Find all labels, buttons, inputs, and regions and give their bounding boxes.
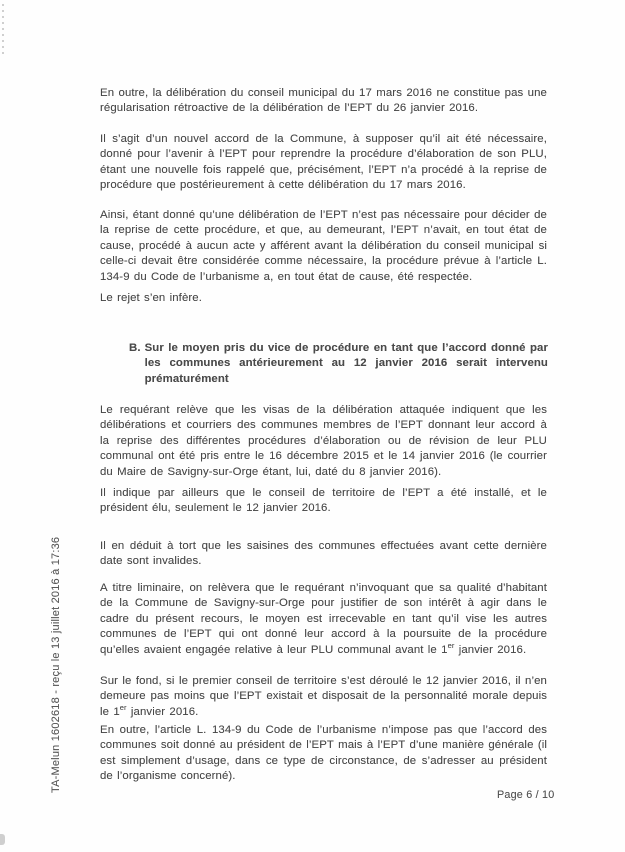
paragraph: En outre, l’article L. 134-9 du Code de l’urbanisme n’impose pas que l’accord des communes soit donné au président de l’EPT mais à l’EPT d’une manière générale (il est simplement d’usage, dans ce type de circonstance, de s’adresser au président de l’organisme concerné). xyxy=(100,724,547,783)
paragraph: Il indique par ailleurs que le conseil de territoire de l’EPT a été installé, et le président élu, seulement le 12 janvier 2016. xyxy=(100,487,547,515)
section-b-heading xyxy=(129,341,548,387)
paragraph xyxy=(100,674,547,720)
section-b-marker: B. xyxy=(129,342,141,354)
section-b-title: Sur le moyen pris du vice de procédure en tant que l’accord donné par les communes antérieurement au 12 janvier 2016 serait intervenu prématurément xyxy=(144,342,548,385)
ordinal-superscript: er xyxy=(447,640,455,650)
paragraph: Le requérant relève que les visas de la délibération attaquée indiquent que les délibérations et courriers des communes membres de l’EPT donnant leur accord à la reprise des différentes procédures d’élaboration ou de révision de leur PLU communal ont été pris entre le 16 décembre 2015 et le 14 janvier 2016 (le courrier du Maire de Savigny-sur-Orge étant, lui, daté du 8 janvier 2016). xyxy=(100,404,547,478)
scan-artifact-top-left xyxy=(2,4,4,58)
paragraph-text-segment: janvier 2016. xyxy=(126,705,199,718)
paragraph-text-segment: Sur le fond, si le premier conseil de territoire s’est déroulé le 12 janvier 2016, il n’en demeure pas moins que l’EPT existait et disposait de la personnalité morale depuis le 1 xyxy=(100,675,547,718)
paragraph-text-segment: A titre liminaire, on relèvera que le requérant n’invoquant que sa qualité d’habitant de la Commune de Savigny-sur-Orge pour justifier de son intérêt à agir dans le cadre du présent recours, le moyen est irrecevable en tant qu’il vise les autres communes de l’EPT qui ont donné leur accord à la poursuite de la procédure qu’elles avaient engagée relative à leur PLU communal avant le 1 xyxy=(100,582,547,656)
paragraph: Ainsi, étant donné qu’une délibération de l’EPT n’est pas nécessaire pour décider de la reprise de cette procédure, et que, au demeurant, l’EPT n’avait, en tout état de cause, procédé à aucun acte y afférent avant la délibération du conseil municipal si celle-ci devait être considérée comme nécessaire, la procédure prévue à l’article L. 134-9 du Code de l’urbanisme a, en tout état de cause, été respectée. xyxy=(100,209,547,283)
scan-artifact-bottom-left xyxy=(0,834,5,845)
receipt-stamp-vertical: TA-Melun 1602618 - reçu le 13 juillet 2016 à 17:36 xyxy=(50,536,62,793)
page-number: Page 6 / 10 xyxy=(497,789,555,801)
paragraph: Il s’agit d’un nouvel accord de la Commune, à supposer qu’il ait été nécessaire, donné pour l’avenir à l’EPT pour reprendre la procédure d’élaboration de son PLU, étant une nouvelle fois rappelé que, précisément, l’EPT n’a procédé à la reprise de procédure que postérieurement à cette délibération du 17 mars 2016. xyxy=(100,133,547,192)
paragraph xyxy=(100,581,547,658)
paragraph: En outre, la délibération du conseil municipal du 17 mars 2016 ne constitue pas une régularisation rétroactive de la délibération de l’EPT du 26 janvier 2016. xyxy=(100,87,547,115)
paragraph: Il en déduit à tort que les saisines des communes effectuées avant cette dernière date sont invalides. xyxy=(100,540,547,568)
paragraph: Le rejet s’en infère. xyxy=(100,292,202,304)
paragraph-text-segment: janvier 2016. xyxy=(454,643,527,656)
ordinal-superscript: er xyxy=(119,703,127,713)
